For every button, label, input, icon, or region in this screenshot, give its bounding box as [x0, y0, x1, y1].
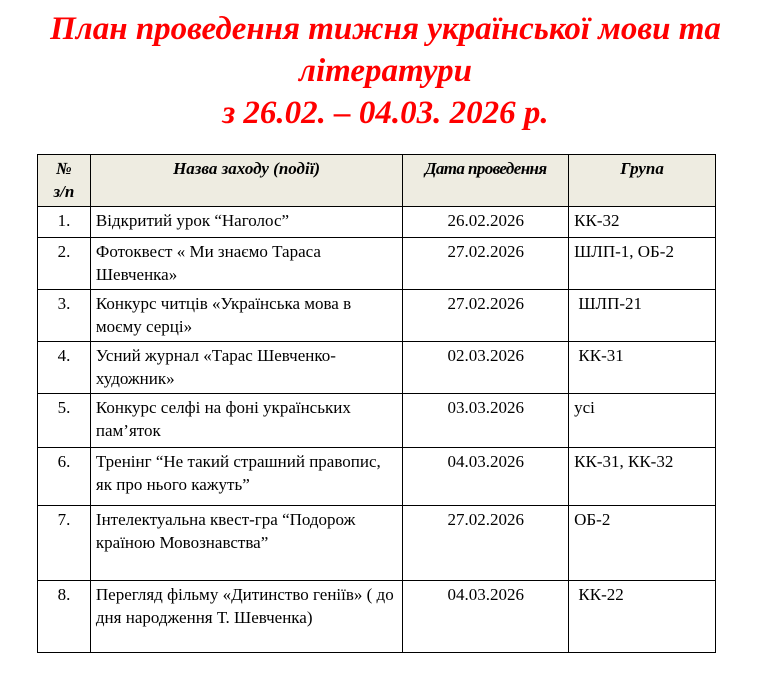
row-date: 27.02.2026 [403, 506, 569, 581]
row-date: 04.03.2026 [403, 448, 569, 506]
table-row [38, 506, 716, 581]
row-num: 5. [38, 394, 91, 448]
row-date: 27.02.2026 [403, 238, 569, 290]
row-name: Конкурс селфі на фоні українських пам’яток [90, 394, 402, 448]
row-num: 6. [38, 448, 91, 506]
title-line-1: План проведення тижня української мови та [50, 11, 721, 47]
row-num: 1. [38, 207, 91, 238]
row-name: Відкритий урок “Наголос” [90, 207, 402, 238]
header-num-abbr: з/п [53, 182, 75, 201]
table-row [38, 342, 716, 394]
row-date: 04.03.2026 [403, 581, 569, 653]
row-group: усі [569, 394, 716, 448]
row-group: ШЛП-1, ОБ-2 [569, 238, 716, 290]
row-group: ШЛП-21 [569, 290, 716, 342]
header-group: Група [569, 155, 716, 207]
table-row [38, 448, 716, 506]
row-group: КК-32 [569, 207, 716, 238]
table-row [38, 581, 716, 653]
title-line-3: з 26.02. – 04.03. 2026 р. [222, 95, 549, 131]
row-group: ОБ-2 [569, 506, 716, 581]
row-date: 27.02.2026 [403, 290, 569, 342]
row-num: 4. [38, 342, 91, 394]
header-num-symbol: № [56, 159, 72, 178]
row-name: Тренінг “Не такий страшний правопис, як про нього кажуть” [90, 448, 402, 506]
row-group: КК-31, КК-32 [569, 448, 716, 506]
events-table [37, 154, 716, 653]
row-name: Усний журнал «Тарас Шевченко-художник» [90, 342, 402, 394]
row-num: 8. [38, 581, 91, 653]
row-name: Перегляд фільму «Дитинство геніїв» ( до дня народження Т. Шевченка) [90, 581, 402, 653]
row-date: 02.03.2026 [403, 342, 569, 394]
row-name: Інтелектуальна квест-гра “Подорож країною Мовознавства” [90, 506, 402, 581]
row-group: КК-31 [569, 342, 716, 394]
row-date: 03.03.2026 [403, 394, 569, 448]
page-title [0, 8, 771, 134]
row-date: 26.02.2026 [403, 207, 569, 238]
table-row [38, 207, 716, 238]
header-date: Дата проведення [403, 155, 569, 207]
row-name: Фотоквест « Ми знаємо Тараса Шевченка» [90, 238, 402, 290]
row-num: 3. [38, 290, 91, 342]
table-row [38, 394, 716, 448]
row-num: 7. [38, 506, 91, 581]
header-num [38, 155, 91, 207]
row-num: 2. [38, 238, 91, 290]
table-row [38, 290, 716, 342]
row-group: КК-22 [569, 581, 716, 653]
table-row [38, 238, 716, 290]
title-line-2: літератури [299, 53, 472, 89]
header-name: Назва заходу (події) [90, 155, 402, 207]
table-header-row [38, 155, 716, 207]
row-name: Конкурс читців «Українська мова в моєму серці» [90, 290, 402, 342]
